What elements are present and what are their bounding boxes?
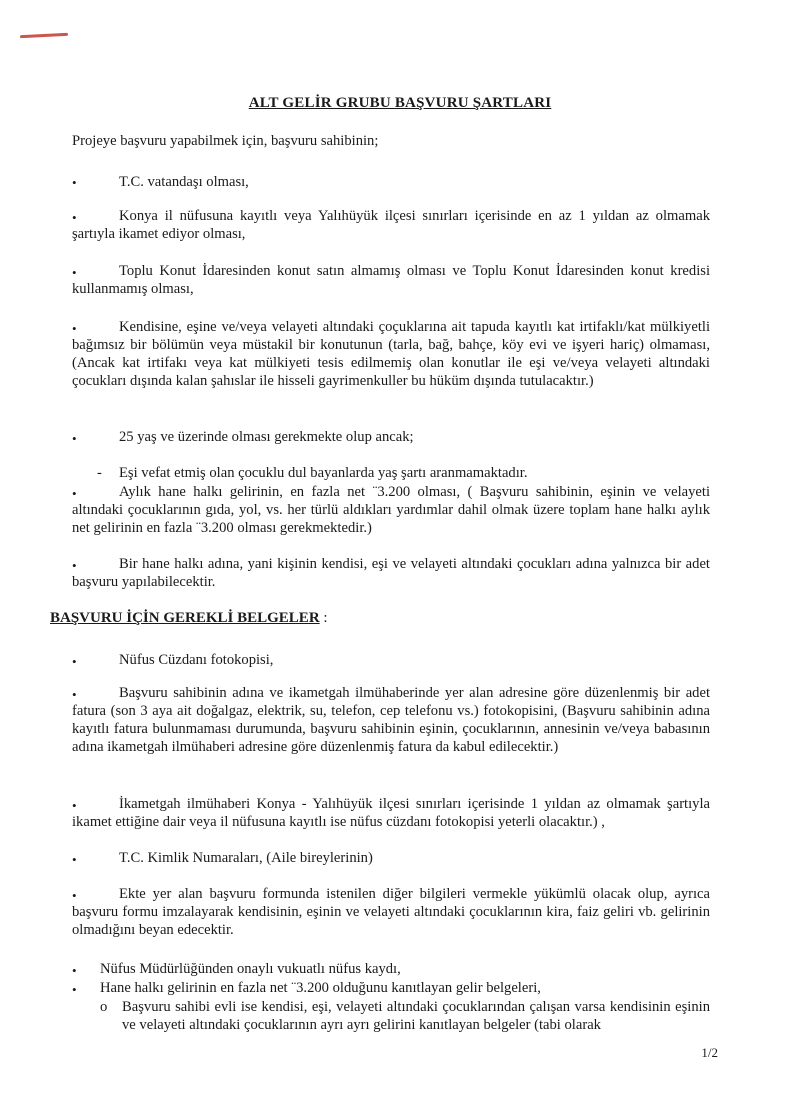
document-item: T.C. Kimlik Numaraları, (Aile bireylerinin) (119, 850, 373, 866)
bullet-icon: • (72, 431, 77, 446)
intro-text: Projeye başvuru yapabilmek için, başvuru sahibinin; (72, 133, 379, 149)
bullet-icon: • (72, 265, 77, 280)
condition-item: Kendisine, eşine ve/veya velayeti altındaki çoçuklarına ait tapuda kayıtlı kat irtifaklı/kat mülkiyetli bağımsız bir bölümün veya müstakil bir konutunun (tarla, bağ, bahçe, köy evi ve işyeri hariç) olmaması, (Ancak kat irtifakı veya kat mülkiyeti tesis edilmemiş olan konutlar ile eşi ve/veya velayeti altındaki çocukları dışında kalan şahıslar ile hisseli gayrimenkuller bu hüküm dışında tutulacaktır.) (72, 319, 710, 389)
page-number: 1/2 (701, 1045, 718, 1060)
bullet-icon: • (72, 982, 77, 997)
condition-item: Bir hane halkı adına, yani kişinin kendisi, eşi ve velayeti altındaki çocukları adına yalnızca bir adet başvuru yapılabilecektir. (72, 556, 710, 590)
documents-heading-text: BAŞVURU İÇİN GEREKLİ BELGELER (50, 610, 320, 626)
document-item: İkametgah ilmühaberi Konya - Yalıhüyük ilçesi sınırları içerisinde 1 yıldan az olmamak şartıyla ikamet ettiğine dair veya il nüfusuna kayıtlı ise nüfus cüzdanı fotokopisi yeterli olacaktır.) , (72, 796, 710, 830)
bullet-icon: • (72, 852, 77, 867)
document-item: Nüfus Cüzdanı fotokopisi, (119, 652, 274, 668)
bullet-icon: • (72, 321, 77, 336)
condition-item: 25 yaş ve üzerinde olması gerekmekte olup ancak; (119, 429, 414, 445)
bullet-icon: • (72, 654, 77, 669)
condition-item: Aylık hane halkı gelirinin, en fazla net ¨3.200 olması, ( Başvuru sahibinin, eşinin ve velayeti altındaki çocuklarının gıda, yol, vs. her türlü aldıkları yardımlar dahil olmak üzere toplam hane halkı aylık net gelirinin en fazla ¨3.200 olması gerekmektedir.) (72, 484, 710, 536)
bullet-icon: • (72, 963, 77, 978)
documents-heading-colon: : (319, 610, 328, 626)
sub-bullet-icon: o (100, 999, 108, 1015)
document-item: Başvuru sahibinin adına ve ikametgah ilmühaberinde yer alan adresine göre düzenlenmiş bir adet fatura (son 3 aya ait doğalgaz, elektrik, su, telefon, cep telefonu vs.) fotokopisini, (Başvuru sahibinin adına kayıtlı fatura bulunmaması durumunda, başvuru sahibinin eşinin, çocuklarının, annesinin ve/veya babasının adına ikametgah ilmühaberi adresine göre düzenlenmiş fatura da kabul edilecektir.) (72, 685, 710, 755)
bullet-icon: • (72, 486, 77, 501)
document-item: Nüfus Müdürlüğünden onaylı vukuatlı nüfus kaydı, (100, 961, 401, 977)
bullet-icon: • (72, 888, 77, 903)
bullet-icon: • (72, 210, 77, 225)
condition-subitem: Eşi vefat etmiş olan çocuklu dul bayanlarda yaş şartı aranmamaktadır. (119, 465, 528, 481)
condition-item: Toplu Konut İdaresinden konut satın almamış olması ve Toplu Konut İdaresinden konut kredisi kullanmamış olması, (72, 263, 710, 297)
bullet-icon: • (72, 175, 77, 190)
document-item: Hane halkı gelirinin en fazla net ¨3.200 olduğunu kanıtlayan gelir belgeleri, (100, 980, 541, 996)
bullet-icon: • (72, 558, 77, 573)
document-subitem: Başvuru sahibi evli ise kendisi, eşi, velayeti altındaki çocuklarından çalışan varsa kendisinin eşinin ve velayeti altındaki çocuklarının ayrı ayrı gelirini kanıtlayan belgeler (tabi olarak (122, 999, 710, 1033)
bullet-icon: • (72, 798, 77, 813)
document-item: Ekte yer alan başvuru formunda istenilen diğer bilgileri vermekle yükümlü olacak olup, ayrıca başvuru formu imzalayarak kendisinin, eşinin ve velayeti altındaki çocuklarının kira, faiz geliri vb. gelirinin olmadığını beyan edecektir. (72, 886, 710, 938)
condition-item: Konya il nüfusuna kayıtlı veya Yalıhüyük ilçesi sınırları içerisinde en az 1 yıldan az olmamak şartıyla ikamet ediyor olması, (72, 208, 710, 242)
dash-marker: - (97, 465, 102, 481)
bullet-icon: • (72, 687, 77, 702)
condition-item: T.C. vatandaşı olması, (119, 174, 249, 190)
documents-heading (50, 610, 328, 627)
page-title: ALT GELİR GRUBU BAŞVURU ŞARTLARI (248, 95, 552, 111)
